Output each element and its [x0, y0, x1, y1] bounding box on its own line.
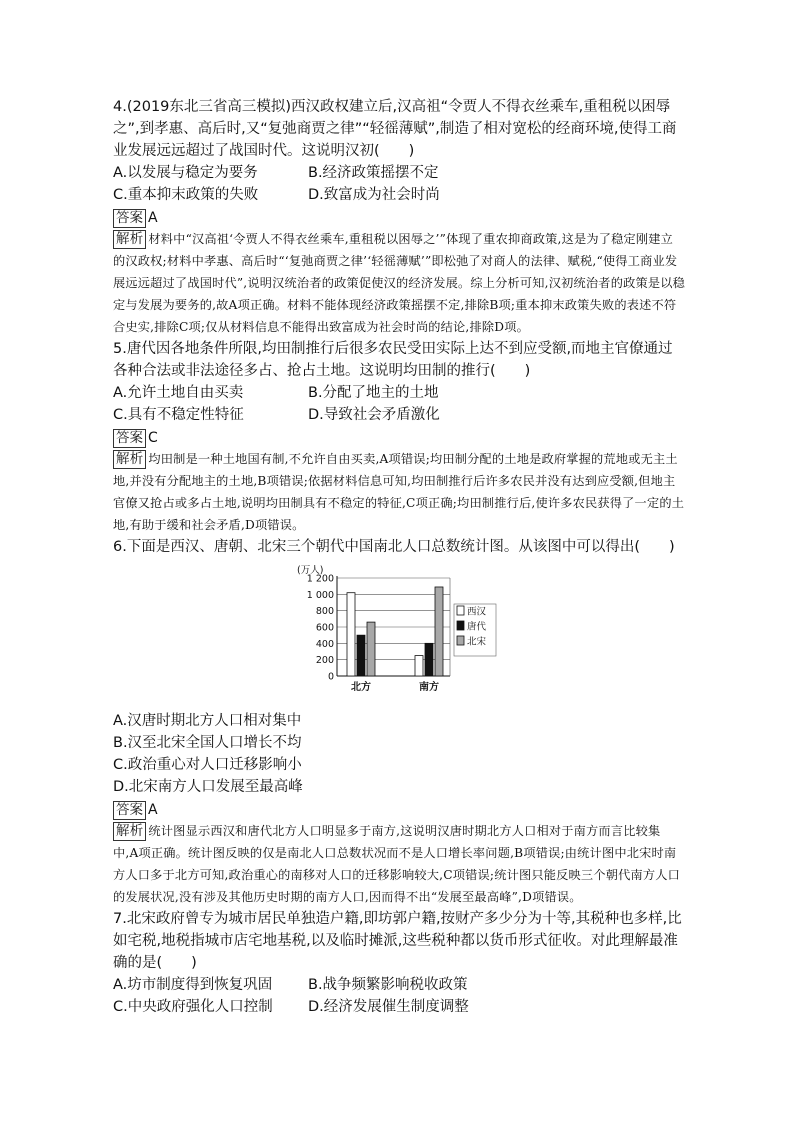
y-tick-label: 600: [315, 622, 334, 634]
q6-option-b[interactable]: B.汉至北宋全国人口增长不均: [113, 735, 302, 751]
q5-option-a[interactable]: A.允许土地自由买卖: [113, 385, 244, 401]
q6-answer: [113, 800, 685, 820]
q4-option-c[interactable]: C.重本抑末政策的失败: [113, 187, 259, 203]
legend-swatch: [457, 606, 464, 615]
q4-options: [113, 162, 685, 206]
q5-option-b[interactable]: B.分配了地主的土地: [308, 385, 439, 401]
bar-0-0: [347, 593, 355, 676]
q5-stem: 5.唐代因各地条件所限,均田制推行后很多农民受田实际上达不到应受额,而地主官僚通过各种合法或非法途径多占、抢占土地。这说明均田制的推行( ): [113, 341, 673, 379]
q6-option-d[interactable]: D.北宋南方人口发展至最高峰: [113, 779, 303, 795]
answer-tag: 答案: [113, 801, 146, 820]
legend-swatch: [457, 636, 464, 645]
q5-answer: [113, 428, 685, 448]
q6-stem: 6.下面是西汉、唐朝、北宋三个朝代中国南北人口总数统计图。从该图中可以得出( ): [113, 539, 675, 555]
legend-entry: 唐代: [467, 621, 487, 633]
bar-1-2: [435, 587, 443, 676]
y-tick-label: 200: [315, 655, 334, 667]
q4-stem: 4.(2019东北三省高三模拟)西汉政权建立后,汉高祖“令贾人不得衣丝乘车,重租税以困辱之”,到孝惠、高后时,又“复弛商贾之律”“轻徭薄赋”,制造了相对宽松的经商环境,使得工商业发展远远超过了战国时代。这说明汉初( ): [113, 99, 677, 159]
y-tick-label: 1 000: [306, 589, 334, 601]
explain-tag: 解析: [113, 450, 146, 469]
legend-swatch: [457, 621, 464, 630]
q4-answer: [113, 208, 685, 228]
explain-tag: 解析: [113, 230, 146, 249]
q6-option-a[interactable]: A.汉唐时期北方人口相对集中: [113, 713, 302, 729]
q7-option-d[interactable]: D.经济发展催生制度调整: [308, 999, 469, 1015]
bar-0-1: [357, 635, 365, 676]
q6-explain-text: 统计图显示西汉和唐代北方人口明显多于南方,这说明汉唐时期北方人口相对于南方而言比较集中,A项正确。统计图反映的仅是南北人口总数状况而不是人口增长率问题,B项错误;由统计图中北宋时南方人口多于北方可知,政治重心的南移对人口的迁移影响较大,C项错误;统计图只能反映三个朝代南方人口的发展状况,没有涉及其他历史时期的南方人口,因而得不出“发展至最高峰”,D项错误。: [113, 824, 681, 904]
q7-option-b[interactable]: B.战争频繁影响税收政策: [308, 977, 468, 993]
y-tick-label: 800: [315, 606, 334, 618]
bar-1-0: [415, 656, 423, 676]
q6-options: [113, 710, 685, 798]
x-tick-label: 北方: [351, 682, 371, 693]
q7-option-a[interactable]: A.坊市制度得到恢复巩固: [113, 977, 273, 993]
q5-options: [113, 382, 685, 426]
question-page: [113, 96, 685, 1018]
q6-explanation: [113, 820, 685, 908]
q4-option-d[interactable]: D.致富成为社会时尚: [308, 187, 440, 203]
q4-option-a[interactable]: A.以发展与稳定为要务: [113, 165, 258, 181]
y-tick-label: 1 200: [306, 573, 334, 585]
q5-explain-text: 均田制是一种土地国有制,不允许自由买卖,A项错误;均田制分配的土地是政府掌握的荒地或无主土地,并没有分配地主的土地,B项错误;依据材料信息可知,均田制推行后许多农民并没有达到应受额,但地主官僚又抢占或多占土地,说明均田制具有不稳定的特征,C项正确;均田制推行后,使许多农民获得了一定的土地,有助于缓和社会矛盾,D项错误。: [113, 452, 685, 532]
legend-entry: 西汉: [467, 606, 487, 618]
y-tick-label: 400: [315, 638, 334, 650]
q4-explanation: [113, 228, 685, 338]
x-tick-label: 南方: [419, 682, 439, 693]
population-chart: [295, 564, 555, 704]
q4-explain-text: 材料中“汉高祖‘令贾人不得衣丝乘车,重租税以困辱之’”体现了重农抑商政策,这是为了稳定刚建立的汉政权;材料中孝惠、高后时“‘复弛商贾之律’‘轻徭薄赋’”即松弛了对商人的法律、赋税,“使得工商业发展远远超过了战国时代”,说明汉统治者的政策促使汉的经济发展。综上分析可知,汉初统治者的政策是以稳定与发展为要务的,故A项正确。材料不能体现经济政策摇摆不定,排除B项;重本抑末政策失败的表述不符合史实,排除C项;仅从材料信息不能得出致富成为社会时尚的结论,排除D项。: [113, 232, 686, 334]
q6-answer-value: A: [148, 802, 158, 818]
q5-option-c[interactable]: C.具有不稳定性特征: [113, 407, 244, 423]
legend-entry: 北宋: [467, 636, 487, 648]
q5-option-d[interactable]: D.导致社会矛盾激化: [308, 407, 440, 423]
answer-tag: 答案: [113, 209, 146, 228]
q4-answer-value: A: [148, 210, 158, 226]
q7-options: [113, 974, 685, 1018]
bar-1-1: [425, 643, 433, 676]
population-chart-svg: [295, 564, 555, 704]
q6-option-c[interactable]: C.政治重心对人口迁移影响小: [113, 757, 302, 773]
y-axis-label: (万人): [297, 565, 324, 576]
q5-answer-value: C: [148, 430, 158, 446]
y-tick-label: 0: [327, 671, 334, 683]
q4-option-b[interactable]: B.经济政策摇摆不定: [308, 165, 439, 181]
q7-stem: 7.北宋政府曾专为城市居民单独造户籍,即坊郭户籍,按财产多少分为十等,其税种也多样,比如宅税,地税指城市店宅地基税,以及临时摊派,这些税种都以货币形式征收。对此理解最准确的是( ): [113, 911, 682, 971]
q7-option-c[interactable]: C.中央政府强化人口控制: [113, 999, 273, 1015]
bar-0-2: [367, 622, 375, 676]
explain-tag: 解析: [113, 822, 146, 841]
q5-explanation: [113, 448, 685, 536]
answer-tag: 答案: [113, 429, 146, 448]
